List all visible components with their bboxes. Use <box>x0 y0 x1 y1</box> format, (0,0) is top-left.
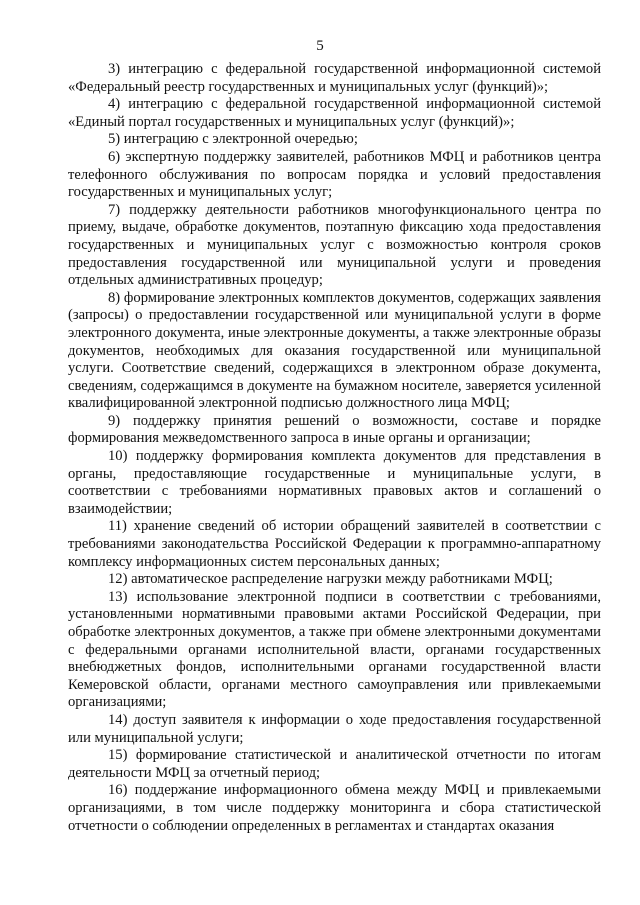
paragraph-item-3: 3) интеграцию с федеральной государственной информационной системой «Федеральный реестр государственных и муниципальных услуг (функций)»; <box>68 61 601 95</box>
paragraph-item-12: 12) автоматическое распределение нагрузки между работниками МФЦ; <box>108 571 553 588</box>
paragraph-item-10: 10) поддержку формирования комплекта документов для представления в органы, предоставляющие государственные и муниципальные услуги, в соответствии с требованиями нормативных правовых актов и соглашений о взаимодействии; <box>68 448 601 517</box>
paragraph-item-5: 5) интеграцию с электронной очередью; <box>108 131 358 148</box>
paragraph-item-16: 16) поддержание информационного обмена между МФЦ и привлекаемыми организациями, в том числе поддержку мониторинга и сбора статистической отчетности о соблюдении определенных в регламентах и стандартах оказания <box>68 782 601 834</box>
paragraph-item-14: 14) доступ заявителя к информации о ходе предоставления государственной или муниципальной услуги; <box>68 711 601 746</box>
paragraph-item-8: 8) формирование электронных комплектов документов, содержащих заявления (запросы) о предоставлении государственной или муниципальной услуги в форме электронного документа, иные электронные документы, а также электронные образы документов, необходимых для оказания государственной или муниципальной услуги. Соответствие сведений, содержащихся в электронном образе документа, сведениям, содержащимся в документе на бумажном носителе, заверяется усиленной квалифицированной электронной подписью должностного лица МФЦ; <box>68 289 601 412</box>
paragraph-item-13: 13) использование электронной подписи в соответствии с требованиями, установленными нормативными правовыми актами Российской Федерации, при обработке электронных документов, а также при обмене электронными документами с федеральными органами исполнительной власти, органами государственных внебюджетных фондов, исполнительными органами государственной власти Кемеровской области, органами местного самоуправления или привлекаемыми организациями; <box>68 588 601 711</box>
paragraph-item-6: 6) экспертную поддержку заявителей, работников МФЦ и работников центра телефонного обслуживания по вопросам порядка и условий предоставления государственных и муниципальных услуг; <box>68 148 601 201</box>
paragraph-item-15: 15) формирование статистической и аналитической отчетности по итогам деятельности МФЦ за отчетный период; <box>68 747 601 781</box>
document-body <box>68 61 601 835</box>
paragraph-item-7: 7) поддержку деятельности работников многофункционального центра по приему, выдаче, обработке документов, поэтапную фиксацию хода предоставления государственных и муниципальных услуг с возможностью контроля сроков предоставления государственной или муниципальной услуги и проведения отдельных административных процедур; <box>68 201 601 289</box>
page-number: 5 <box>316 38 324 54</box>
paragraph-item-11: 11) хранение сведений об истории обращений заявителей в соответствии с требованиями законодательства Российской Федерации к программно-аппаратному комплексу информационных систем персональных данных; <box>68 518 601 570</box>
paragraph-item-4: 4) интеграцию с федеральной государственной информационной системой «Единый портал государственных и муниципальных услуг (функций)»; <box>68 96 601 130</box>
paragraph-item-9: 9) поддержку принятия решений о возможности, составе и порядке формирования межведомственного запроса в иные органы и организации; <box>68 412 601 447</box>
